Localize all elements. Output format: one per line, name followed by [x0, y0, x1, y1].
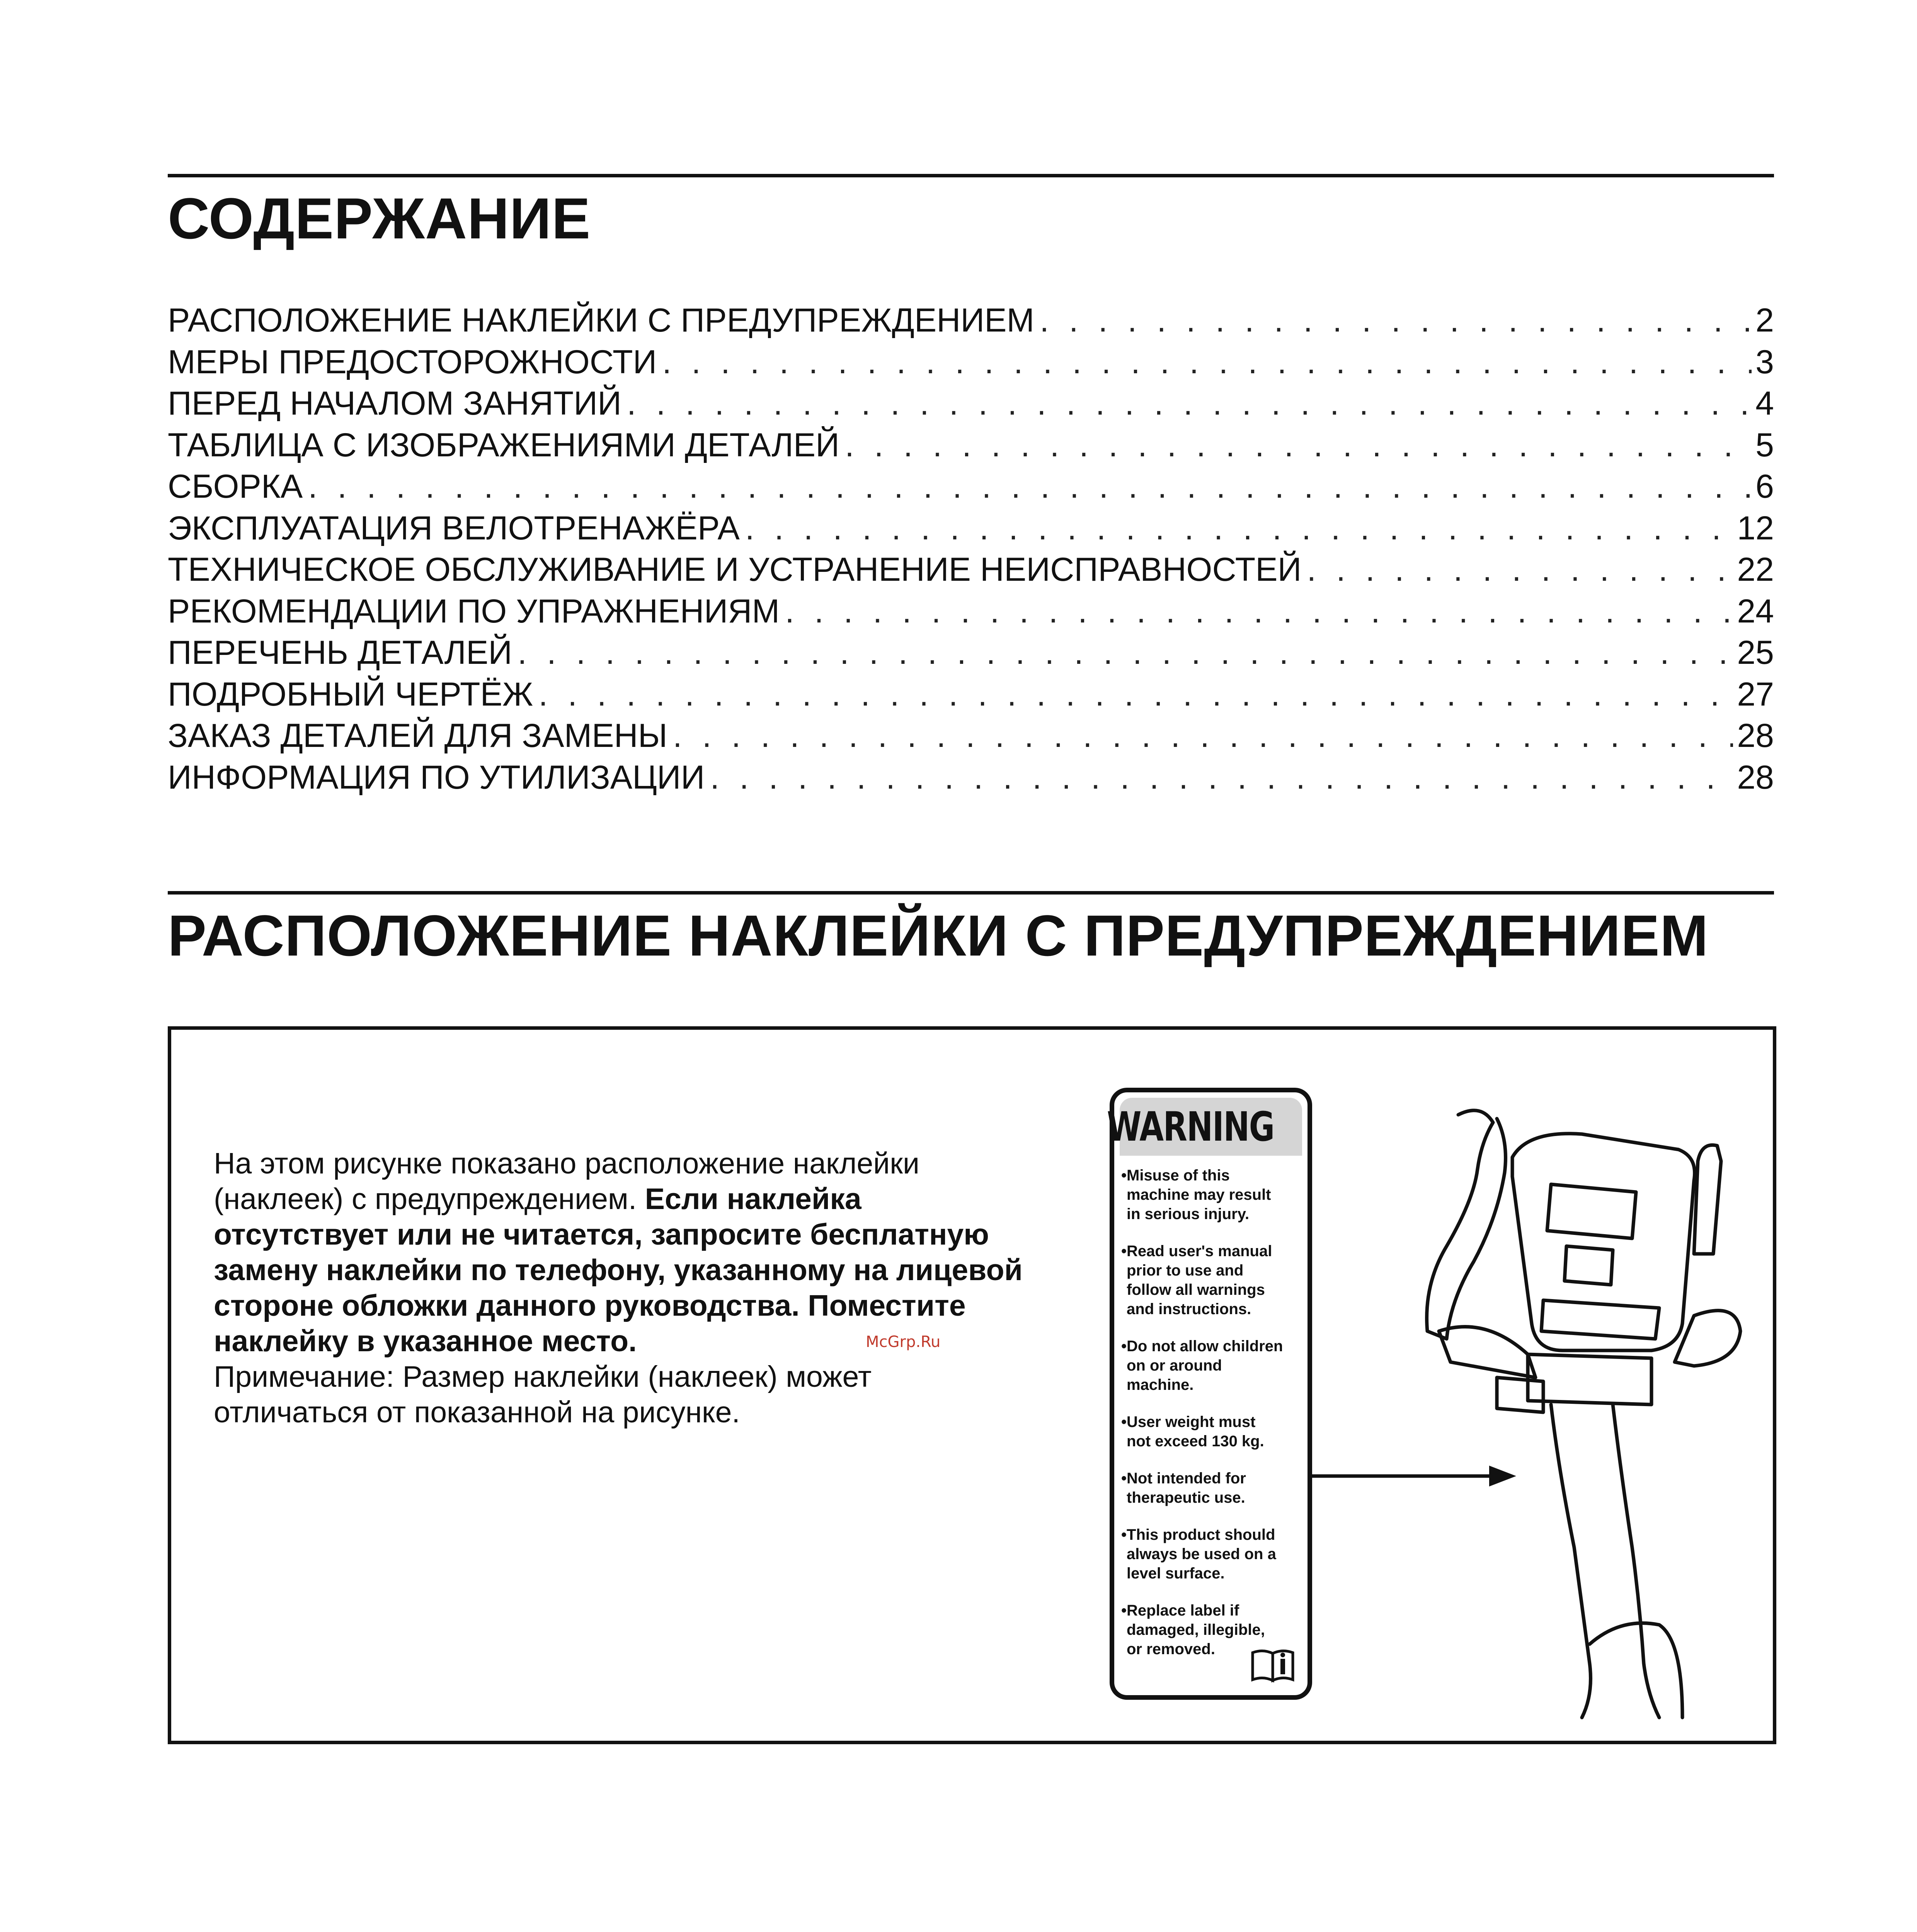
instructions-text: На этом рисунке показано расположение наклейки (наклеек) с предупреждением.: [214, 1147, 920, 1216]
toc-leader: [518, 632, 1733, 673]
exercise-bike-illustration: [1311, 1084, 1756, 1721]
toc-entry-title: ТЕХНИЧЕСКОЕ ОБСЛУЖИВАНИЕ И УСТРАНЕНИЕ НЕИСПРАВНОСТЕЙ: [168, 551, 1302, 588]
toc-entry[interactable]: [168, 425, 1774, 466]
toc-entry-page: 28: [1737, 759, 1774, 796]
warning-label-item: •Misuse of this machine may result in serious injury.: [1121, 1167, 1271, 1223]
warning-label-item: •Do not allow children on or around machine.: [1121, 1338, 1283, 1393]
toc-entry-page: 24: [1737, 592, 1774, 630]
toc-entry[interactable]: [168, 549, 1774, 591]
warning-label-items: [1121, 1166, 1284, 1677]
warning-instructions: [214, 1146, 1025, 1430]
toc-entry-page: 2: [1755, 302, 1774, 339]
toc-leader: [785, 591, 1733, 632]
toc-entry[interactable]: [168, 466, 1774, 508]
toc-entry-title: РЕКОМЕНДАЦИИ ПО УПРАЖНЕНИЯМ: [168, 592, 780, 630]
toc-entry[interactable]: [168, 383, 1774, 425]
toc-entry-page: 28: [1737, 717, 1774, 754]
warning-label-item: •Read user's manual prior to use and follow all warnings and instructions.: [1121, 1243, 1272, 1318]
toc-leader: [538, 674, 1733, 715]
toc-entry-title: ЗАКАЗ ДЕТАЛЕЙ ДЛЯ ЗАМЕНЫ: [168, 717, 667, 754]
section-rule: [168, 891, 1774, 895]
toc-entry-page: 4: [1755, 385, 1774, 422]
toc-entry-page: 5: [1755, 426, 1774, 464]
toc-leader: [845, 425, 1752, 466]
toc-entry-page: 6: [1755, 468, 1774, 505]
toc-entry-title: СБОРКА: [168, 468, 303, 505]
toc-entry-title: РАСПОЛОЖЕНИЕ НАКЛЕЙКИ С ПРЕДУПРЕЖДЕНИЕМ: [168, 302, 1035, 339]
warning-label-item: •User weight must not exceed 130 kg.: [1121, 1413, 1264, 1450]
instructions-note: Примечание: Размер наклейки (наклеек) может отличаться от показанной на рисунке.: [214, 1360, 872, 1429]
warning-label-item: •Not intended for therapeutic use.: [1121, 1470, 1246, 1506]
toc-entry-page: 22: [1737, 551, 1774, 588]
toc-leader: [662, 342, 1752, 383]
toc-leader: [308, 466, 1752, 507]
toc-entry[interactable]: [168, 674, 1774, 716]
warning-label-item: •This product should always be used on a level surface.: [1121, 1526, 1276, 1582]
watermark: McGrp.Ru: [866, 1333, 941, 1351]
toc-title: СОДЕРЖАНИЕ: [168, 186, 591, 251]
toc-entry-title: ИНФОРМАЦИЯ ПО УТИЛИЗАЦИИ: [168, 759, 705, 796]
toc-list: [168, 300, 1774, 798]
toc-entry-title: ПЕРЕЧЕНЬ ДЕТАЛЕЙ: [168, 634, 512, 671]
toc-leader: [745, 508, 1733, 549]
toc-entry[interactable]: [168, 300, 1774, 342]
toc-entry-page: 27: [1737, 675, 1774, 713]
toc-entry[interactable]: [168, 715, 1774, 757]
toc-entry-title: МЕРЫ ПРЕДОСТОРОЖНОСТИ: [168, 343, 657, 381]
toc-leader: [1040, 300, 1752, 341]
toc-leader: [673, 715, 1733, 757]
toc-entry[interactable]: [168, 342, 1774, 383]
warning-label-header: [1107, 1098, 1302, 1156]
toc-entry-title: ПОДРОБНЫЙ ЧЕРТЁЖ: [168, 675, 533, 713]
toc-entry-title: ПЕРЕД НАЧАЛОМ ЗАНЯТИЙ: [168, 385, 621, 422]
manual-info-icon: [1250, 1645, 1296, 1684]
top-rule: [168, 174, 1774, 177]
warning-label-heading: WARNING: [1107, 1103, 1274, 1150]
instructions-emphasis: Если наклейка отсутствует или не читается, запросите бесплатную замену наклейки по телефону, указанному на лицевой стороне обложки данного руководства. Поместите наклейку в указанное место.: [214, 1182, 1023, 1358]
toc-leader: [1307, 549, 1733, 590]
section-title: РАСПОЛОЖЕНИЕ НАКЛЕЙКИ С ПРЕДУПРЕЖДЕНИЕМ: [168, 903, 1709, 968]
toc-entry-title: ЭКСПЛУАТАЦИЯ ВЕЛОТРЕНАЖЁРА: [168, 509, 740, 547]
warning-label-item: •Replace label if damaged, illegible, or removed.: [1121, 1602, 1265, 1658]
toc-leader: [710, 757, 1733, 798]
warning-label: [1107, 1088, 1312, 1700]
toc-entry[interactable]: [168, 757, 1774, 799]
toc-entry-page: 25: [1737, 634, 1774, 671]
toc-entry[interactable]: [168, 591, 1774, 633]
toc-leader: [627, 383, 1752, 424]
toc-entry-title: ТАБЛИЦА С ИЗОБРАЖЕНИЯМИ ДЕТАЛЕЙ: [168, 426, 839, 464]
toc-entry[interactable]: [168, 632, 1774, 674]
toc-entry[interactable]: [168, 508, 1774, 549]
toc-entry-page: 3: [1755, 343, 1774, 381]
toc-entry-page: 12: [1737, 509, 1774, 547]
warning-label-figure: [168, 1026, 1776, 1744]
